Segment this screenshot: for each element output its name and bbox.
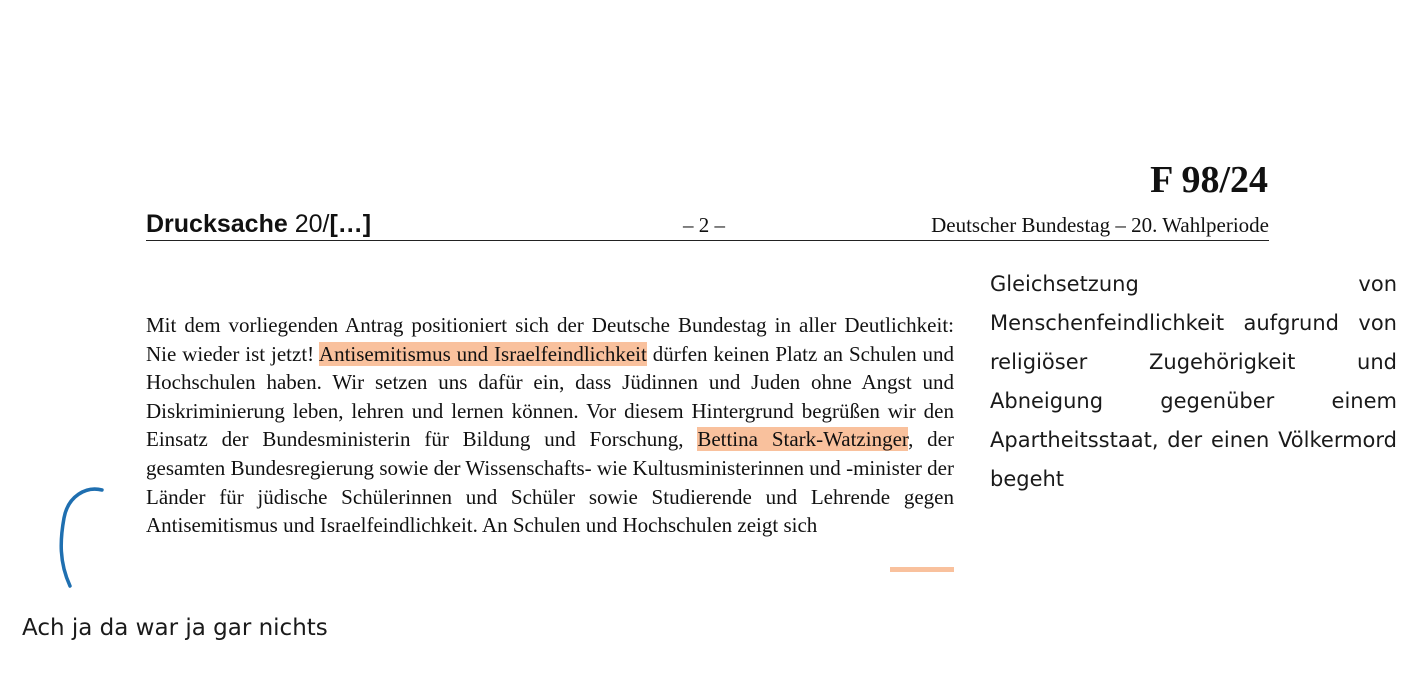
drucksache-label xyxy=(146,210,371,239)
document-header xyxy=(146,208,1269,241)
handwritten-bracket-mark xyxy=(50,482,110,594)
body-text-part-1: Mit dem vorliegenden Antrag positioniert sich der Deutsche Bundestag in aller Deutlichkeit: Nie wieder ist jetzt! xyxy=(146,313,954,366)
drucksache-placeholder: […] xyxy=(329,210,372,238)
highlight-minister-name: Bettina Stark-Watzinger xyxy=(697,427,909,452)
document-number: F 98/24 xyxy=(1150,159,1268,201)
body-text-part-2: dürfen keinen Platz an Schulen und Hochschulen haben. Wir setzen uns dafür ein, dass Jüdinnen und Juden ohne Angst und Diskriminierung leben, lehren und lernen können. Vor diesem Hintergrund begrüßen wir den Einsatz der Bundesministerin für Bildung und Forschung, xyxy=(146,341,955,452)
drucksache-number: 20/ xyxy=(294,210,330,238)
page-number: – 2 – xyxy=(683,213,725,237)
drucksache-word: Drucksache xyxy=(146,210,288,238)
document-body-paragraph xyxy=(146,311,954,540)
body-text-part-3: , der gesamten Bundesregierung sowie der Wissenschafts- wie Kultusministerinnen und -minister der Länder für jüdische Schülerinnen und Schüler sowie Studierende und Lehrende gegen Antisemitismus und Israelfeindlichkeit. An Schulen und Hochschulen zeigt sich xyxy=(146,427,954,538)
side-annotation: Gleichsetzung von Menschenfeindlichkeit aufgrund von religiöser Zugehörigkeit und Abneigung gegenüber einem Apartheitsstaat, der einen Völkermord begeht xyxy=(990,272,1397,491)
highlight-underline-mark xyxy=(890,567,954,572)
legislative-period: Deutscher Bundestag – 20. Wahlperiode xyxy=(931,213,1269,237)
highlight-antisemitismus: Antisemitismus und Israelfeindlichkeit xyxy=(318,341,647,366)
bottom-annotation: Ach ja da war ja gar nichts xyxy=(22,615,328,641)
